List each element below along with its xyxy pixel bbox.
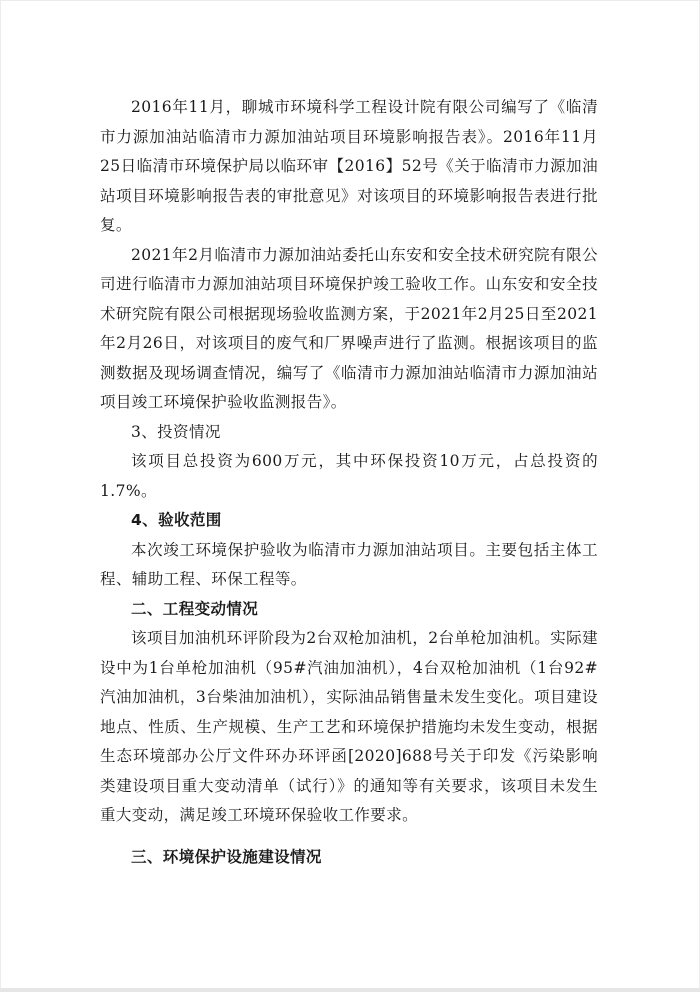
heading-environmental-facilities: 三、环境保护设施建设情况 bbox=[131, 847, 322, 866]
page-bottom-edge bbox=[0, 988, 700, 992]
paragraph-eia-report: 2016年11月，聊城市环境科学工程设计院有限公司编写了《临清市力源加油站临清市力源加油站项目环境影响报告表》。2016年11月25日临清市环境保护局以临环审【2016】52号《关于临清市力源加油站项目环境影响报告表的审批意见》对该项目的环境影响报告表进行批复。 bbox=[100, 98, 598, 234]
heading-project-changes: 二、工程变动情况 bbox=[131, 599, 259, 618]
document-body bbox=[100, 93, 598, 872]
paragraph-project-changes: 该项目加油机环评阶段为2台双枪加油机，2台单枪加油机。实际建设中为1台单枪加油机（95#汽油加油机），4台双枪加油机（1台92#汽油加油机，3台柴油加油机），实际油品销售量未发生变化。项目建设地点、性质、生产规模、生产工艺和环境保护措施均未发生变动，根据生态环境部办公厅文件环办环评函[2020]688号关于印发《污染影响类建设项目重大变动清单（试行）》的通知等有关要求，该项目未发生重大变动，满足竣工环境环保验收工作要求。 bbox=[100, 629, 598, 824]
subheading-investment: 3、投资情况 bbox=[131, 422, 221, 441]
paragraph-acceptance-scope: 本次竣工环境保护验收为临清市力源加油站项目。主要包括主体工程、辅助工程、环保工程等。 bbox=[100, 540, 598, 588]
paragraph-acceptance-commission: 2021年2月临清市力源加油站委托山东安和安全技术研究院有限公司进行临清市力源加油站项目环境保护竣工验收工作。山东安和安全技术研究院有限公司根据现场验收监测方案，于2021年2月25日至2021年2月26日，对该项目的废气和厂界噪声进行了监测。根据该项目的监测数据及现场调查情况，编写了《临清市力源加油站临清市力源加油站项目竣工环境保护验收监测报告》。 bbox=[100, 245, 598, 411]
heading-acceptance-scope: 4、验收范围 bbox=[131, 511, 222, 529]
paragraph-investment: 该项目总投资为600万元，其中环保投资10万元，占总投资的1.7%。 bbox=[100, 452, 598, 500]
